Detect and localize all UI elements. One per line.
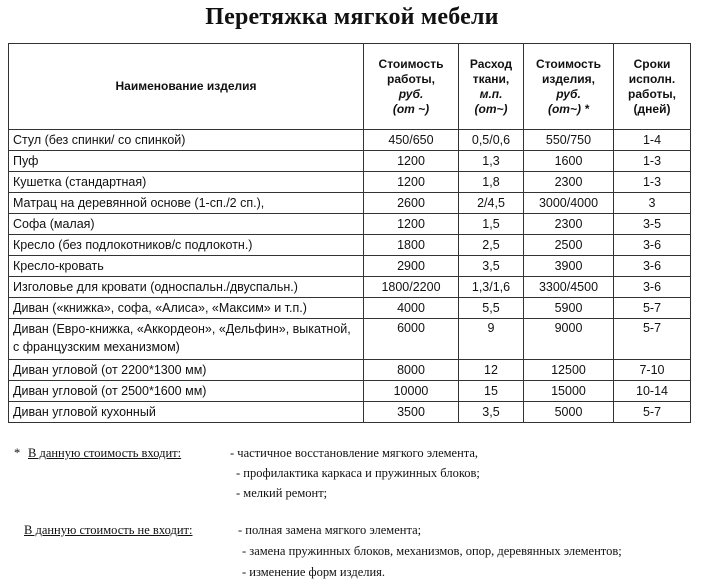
- included-item: - частичное восстановление мягкого элемента,: [230, 446, 479, 460]
- cell-name: Диван угловой (от 2200*1300 мм): [9, 360, 364, 381]
- table-row: [9, 130, 691, 151]
- table-row: [9, 319, 691, 360]
- header-fabric: [459, 44, 524, 130]
- cell-item: 2300: [524, 172, 614, 193]
- cell-item: 2500: [524, 235, 614, 256]
- cell-term: 3-6: [614, 235, 691, 256]
- header-work-line4: (от ~): [392, 101, 430, 116]
- cell-item: 15000: [524, 381, 614, 402]
- cell-fabric: 5,5: [459, 298, 524, 319]
- cell-fabric: 12: [459, 360, 524, 381]
- cell-work: 4000: [364, 298, 459, 319]
- cell-term: 3-6: [614, 256, 691, 277]
- table-header-row: [9, 44, 691, 130]
- cell-name: Кушетка (стандартная): [9, 172, 364, 193]
- header-item-line1: Стоимость: [536, 56, 601, 71]
- cell-item: 12500: [524, 360, 614, 381]
- table-row: [9, 381, 691, 402]
- cell-term: 7-10: [614, 360, 691, 381]
- table-row: [9, 360, 691, 381]
- footnote-star: *: [14, 446, 21, 460]
- cell-fabric: 3,5: [459, 402, 524, 423]
- cell-term: 3: [614, 193, 691, 214]
- header-item-cost: [524, 44, 614, 130]
- cell-fabric: 2/4,5: [459, 193, 524, 214]
- header-item-line4: (от~) *: [547, 101, 589, 116]
- cell-item: 5900: [524, 298, 614, 319]
- cell-name: Пуф: [9, 151, 364, 172]
- cell-work: 450/650: [364, 130, 459, 151]
- table-row: [9, 256, 691, 277]
- cell-name: Диван (Евро-книжка, «Аккордеон», «Дельфин», выкатной, с французским механизмом): [9, 319, 364, 360]
- cell-term: 1-3: [614, 172, 691, 193]
- cell-work: 1800: [364, 235, 459, 256]
- cell-term: 5-7: [614, 298, 691, 319]
- table-row: [9, 151, 691, 172]
- header-term-line2: исполн.: [628, 71, 676, 86]
- cell-item: 3300/4500: [524, 277, 614, 298]
- header-term-line3: работы,: [628, 86, 676, 101]
- cell-fabric: 9: [459, 319, 524, 360]
- cell-work: 10000: [364, 381, 459, 402]
- cell-work: 2900: [364, 256, 459, 277]
- header-work-line2: работы,: [387, 71, 435, 86]
- cell-name: Кресло-кровать: [9, 256, 364, 277]
- cell-work: 6000: [364, 319, 459, 360]
- header-term-line1: Сроки: [633, 56, 671, 71]
- cell-name: Изголовье для кровати (односпальн./двуспальн.): [9, 277, 364, 298]
- excluded-label: В данную стоимость не входит:: [24, 523, 193, 537]
- cell-fabric: 1,5: [459, 214, 524, 235]
- header-item-line3: руб.: [556, 86, 581, 101]
- cell-term: 3-5: [614, 214, 691, 235]
- cell-name: Софа (малая): [9, 214, 364, 235]
- table-row: [9, 402, 691, 423]
- cell-fabric: 0,5/0,6: [459, 130, 524, 151]
- header-name: Наименование изделия: [9, 44, 364, 130]
- cell-work: 1200: [364, 172, 459, 193]
- cell-work: 2600: [364, 193, 459, 214]
- cell-name: Стул (без спинки/ со спинкой): [9, 130, 364, 151]
- table-row: [9, 214, 691, 235]
- header-fabric-line1: Расход: [469, 56, 513, 71]
- header-fabric-line3: м.п.: [479, 86, 503, 101]
- table-row: [9, 235, 691, 256]
- cell-term: 1-4: [614, 130, 691, 151]
- cell-work: 8000: [364, 360, 459, 381]
- cell-fabric: 15: [459, 381, 524, 402]
- header-work-cost: [364, 44, 459, 130]
- included-label: В данную стоимость входит:: [28, 446, 182, 460]
- included-item: - мелкий ремонт;: [236, 486, 328, 500]
- price-table: [8, 43, 691, 423]
- cell-work: 1200: [364, 214, 459, 235]
- cell-fabric: 3,5: [459, 256, 524, 277]
- cell-term: 1-3: [614, 151, 691, 172]
- included-item: - профилактика каркаса и пружинных блоков;: [236, 466, 480, 480]
- excluded-item: - изменение форм изделия.: [242, 565, 386, 579]
- header-term-line4: (дней): [633, 101, 671, 116]
- cell-fabric: 1,3/1,6: [459, 277, 524, 298]
- cell-item: 3000/4000: [524, 193, 614, 214]
- table-row: [9, 298, 691, 319]
- cell-item: 3900: [524, 256, 614, 277]
- cell-fabric: 1,8: [459, 172, 524, 193]
- cell-name: Диван угловой (от 2500*1600 мм): [9, 381, 364, 402]
- cell-fabric: 1,3: [459, 151, 524, 172]
- cell-term: 10-14: [614, 381, 691, 402]
- cell-term: 5-7: [614, 402, 691, 423]
- table-row: [9, 193, 691, 214]
- cell-term: 3-6: [614, 277, 691, 298]
- cell-item: 550/750: [524, 130, 614, 151]
- header-work-line1: Стоимость: [378, 56, 444, 71]
- excluded-item: - полная замена мягкого элемента;: [238, 523, 422, 537]
- cell-term: 5-7: [614, 319, 691, 360]
- table-row: [9, 277, 691, 298]
- header-work-line3: руб.: [398, 86, 424, 101]
- header-fabric-line4: (от~): [474, 101, 508, 116]
- cell-item: 5000: [524, 402, 614, 423]
- cell-work: 1800/2200: [364, 277, 459, 298]
- header-item-line2: изделия,: [542, 71, 595, 86]
- cell-name: Диван угловой кухонный: [9, 402, 364, 423]
- cell-name: Диван («книжка», софа, «Алиса», «Максим» и т.п.): [9, 298, 364, 319]
- header-fabric-line2: ткани,: [472, 71, 510, 86]
- cell-fabric: 2,5: [459, 235, 524, 256]
- header-term: [614, 44, 691, 130]
- cell-item: 1600: [524, 151, 614, 172]
- cell-work: 3500: [364, 402, 459, 423]
- cell-item: 9000: [524, 319, 614, 360]
- table-row: [9, 172, 691, 193]
- cell-name: Кресло (без подлокотников/с подлокотн.): [9, 235, 364, 256]
- cell-item: 2300: [524, 214, 614, 235]
- cell-name: Матрац на деревянной основе (1-сп./2 сп.),: [9, 193, 364, 214]
- excluded-item: - замена пружинных блоков, механизмов, опор, деревянных элементов;: [242, 544, 622, 558]
- cell-work: 1200: [364, 151, 459, 172]
- page-title: Перетяжка мягкой мебели: [205, 4, 499, 30]
